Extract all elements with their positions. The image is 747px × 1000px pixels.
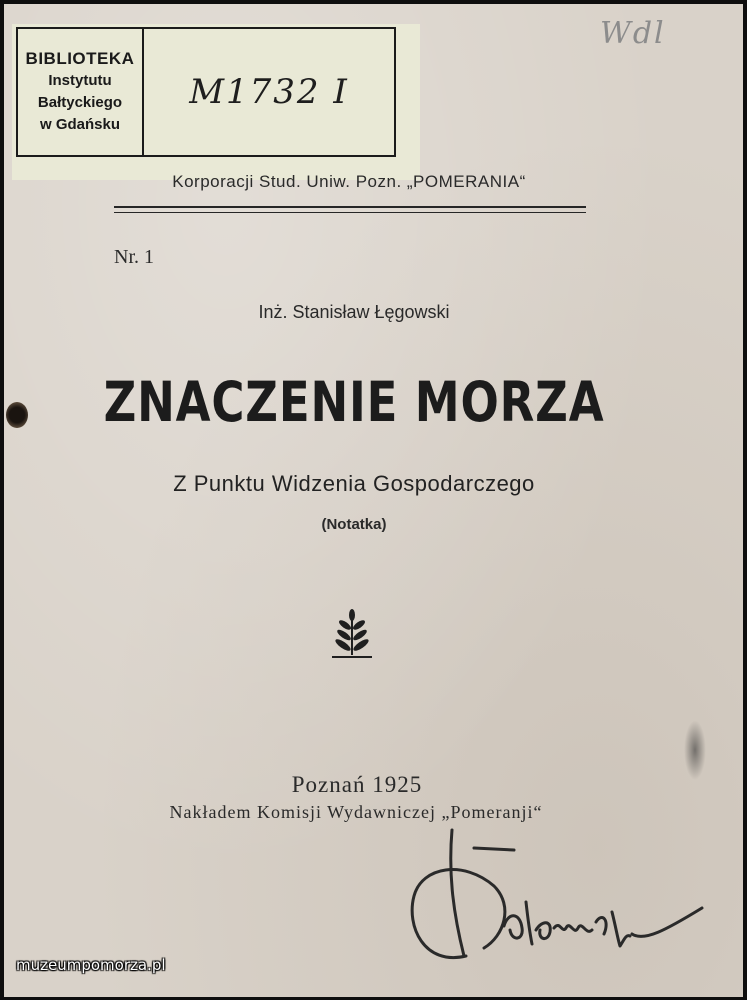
- punch-hole: [6, 402, 28, 428]
- handwritten-signature: [404, 816, 704, 980]
- series-number: Nr. 1: [114, 246, 154, 268]
- library-name-line3: Bałtyckiego: [37, 94, 123, 111]
- website-watermark: muzeumpomorza.pl: [16, 956, 166, 974]
- document-subtitle: Z Punktu Widzenia Gospodarczego: [173, 471, 535, 496]
- catalog-number: M1732 I: [189, 72, 349, 112]
- header-rule-thick: [114, 206, 586, 208]
- document-page: [4, 4, 743, 997]
- document-note: (Notatka): [321, 516, 387, 533]
- imprint-publisher: Nakładem Komisji Wydawniczej „Pomeranji“: [169, 802, 543, 822]
- handwritten-corner-note: Wdl: [600, 16, 666, 51]
- library-name-line1: BIBLIOTEKA: [25, 49, 135, 68]
- library-name: [18, 29, 144, 155]
- paper-stain: [684, 720, 706, 780]
- library-name-line4: w Gdańsku: [39, 116, 121, 133]
- imprint-place-year: Poznań 1925: [291, 772, 423, 797]
- author-name: Inż. Stanisław Łęgowski: [258, 302, 450, 322]
- plant-sprout-icon: [330, 607, 374, 667]
- library-label-box: [16, 27, 396, 157]
- corporation-header: Korporacji Stud. Uniw. Pozn. „POMERANIA“: [172, 172, 526, 191]
- header-rule-thin: [114, 212, 586, 213]
- library-name-line2: Instytutu: [48, 72, 112, 89]
- library-label: [12, 24, 420, 180]
- document-title: ZNACZENIE MORZA: [103, 370, 605, 434]
